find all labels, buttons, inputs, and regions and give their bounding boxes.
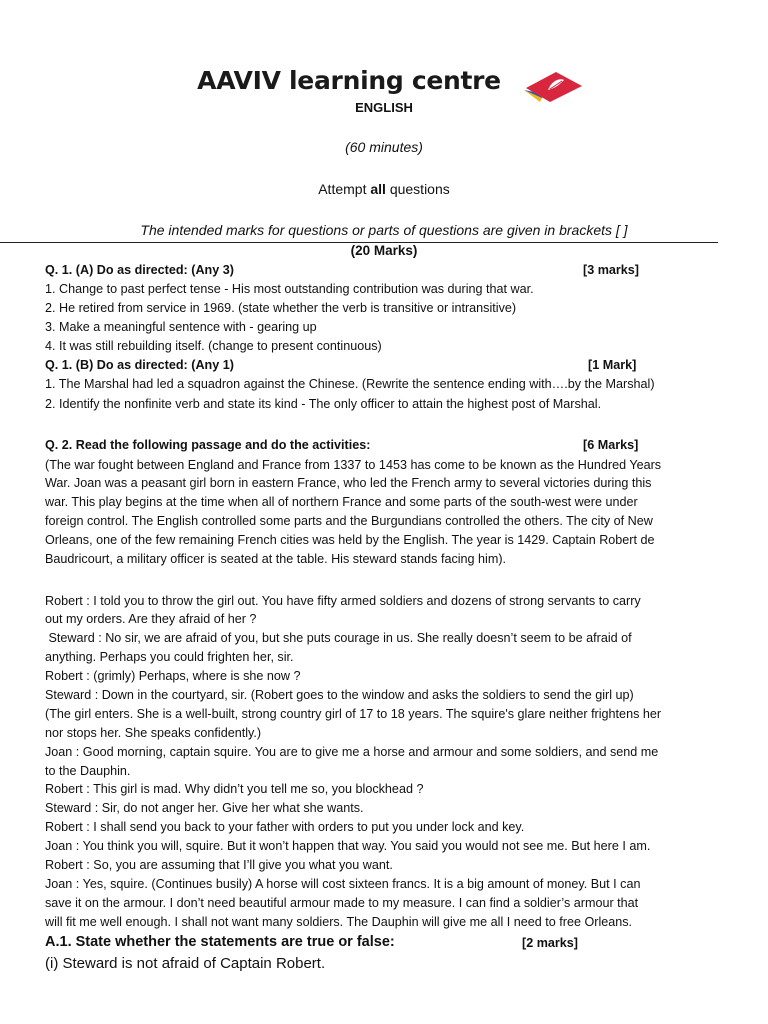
dialogue-line: will fit me well enough. I shall not want many soldiers. The Dauphin will give me all I need to free Orleans. bbox=[45, 915, 633, 929]
dialogue-line: Robert : (grimly) Perhaps, where is she now ? bbox=[45, 669, 301, 683]
q1b-item: 1. The Marshal had led a squadron against the Chinese. (Rewrite the sentence ending with….by the Marshal) bbox=[45, 377, 655, 391]
dialogue-line: Joan : Yes, squire. (Continues busily) A horse will cost sixteen francs. It is a big amount of money. But I can bbox=[45, 877, 641, 891]
passage-line: war. This play begins at the time when all of northern France and some parts of the south-west were under bbox=[45, 495, 638, 509]
passage-line: Baudricourt, a military officer is seated at the table. His steward stands facing him). bbox=[45, 552, 507, 566]
marks-instruction: The intended marks for questions or parts of questions are given in brackets [ ] bbox=[140, 222, 628, 238]
page-title: AAVIV learning centre bbox=[197, 66, 501, 95]
q2-heading: Q. 2. Read the following passage and do the activities: bbox=[45, 438, 371, 452]
dialogue-line: Robert : This girl is mad. Why didn’t you tell me so, you blockhead ? bbox=[45, 782, 424, 796]
duration-label: (60 minutes) bbox=[345, 139, 423, 155]
dialogue-line: Steward : Down in the courtyard, sir. (Robert goes to the window and asks the soldiers to send the girl up) bbox=[45, 688, 634, 702]
attempt-instruction: Attempt all questions bbox=[318, 181, 450, 197]
dialogue-line: (The girl enters. She is a well-built, strong country girl of 17 to 18 years. The squire's glare neither frightens her bbox=[45, 707, 662, 721]
dialogue-line: Robert : I told you to throw the girl out. You have fifty armed soldiers and dozens of strong servants to carry bbox=[45, 594, 641, 608]
dialogue-line: out my orders. Are they afraid of her ? bbox=[45, 612, 257, 626]
q1a-item: 2. He retired from service in 1969. (state whether the verb is transitive or intransitive) bbox=[45, 301, 517, 315]
q1b-marks: [1 Mark] bbox=[588, 358, 637, 372]
dialogue-line: Steward : Sir, do not anger her. Give her what she wants. bbox=[45, 801, 364, 815]
dialogue-line: Joan : You think you will, squire. But it won’t happen that way. You said you would not see me. But here I am. bbox=[45, 839, 651, 853]
q1a-item: 4. It was still rebuilding itself. (change to present continuous) bbox=[45, 339, 382, 353]
passage-line: Orleans, one of the few remaining French cities was held by the English. The year is 1429. Captain Robert de bbox=[45, 533, 655, 547]
q1a-item: 1. Change to past perfect tense - His most outstanding contribution was during that war. bbox=[45, 282, 534, 296]
dialogue-line: Robert : So, you are assuming that I’ll give you what you want. bbox=[45, 858, 393, 872]
q2-marks: [6 Marks] bbox=[583, 438, 639, 452]
dialogue-line: nor stops her. She speaks confidently.) bbox=[45, 726, 262, 740]
passage-line: (The war fought between England and France from 1337 to 1453 has come to be known as the Hundred Years bbox=[45, 458, 662, 472]
subject-label: ENGLISH bbox=[355, 100, 413, 115]
q1b-heading: Q. 1. (B) Do as directed: (Any 1) bbox=[45, 358, 234, 372]
dialogue-line: Steward : No sir, we are afraid of you, but she puts courage in us. She really doesn’t seem to be afraid of bbox=[45, 631, 632, 645]
dialogue-line: Robert : I shall send you back to your father with orders to put you under lock and key. bbox=[45, 820, 525, 834]
q1b-item: 2. Identify the nonfinite verb and state its kind - The only officer to attain the highest post of Marshal. bbox=[45, 397, 602, 411]
passage-line: War. Joan was a peasant girl born in eastern France, who led the French army to several victories during this bbox=[45, 476, 652, 490]
a1-marks: [2 marks] bbox=[522, 936, 579, 950]
total-marks: (20 Marks) bbox=[350, 243, 418, 258]
dialogue-line: anything. Perhaps you could frighten her, sir. bbox=[45, 650, 294, 664]
a1-item: (i) Steward is not afraid of Captain Robert. bbox=[45, 955, 326, 972]
a1-heading: A.1. State whether the statements are true or false: bbox=[45, 934, 395, 950]
q1a-heading: Q. 1. (A) Do as directed: (Any 3) bbox=[45, 263, 234, 277]
q1a-marks: [3 marks] bbox=[583, 263, 640, 277]
q1a-item: 3. Make a meaningful sentence with - gearing up bbox=[45, 320, 317, 334]
dialogue-line: to the Dauphin. bbox=[45, 764, 131, 778]
passage-line: foreign control. The English controlled some parts and the Burgundians controlled the others. The city of New bbox=[45, 514, 653, 528]
dialogue-line: save it on the armour. I don’t need beautiful armour made to my measure. I can find a soldier’s armour that bbox=[45, 896, 639, 910]
dialogue-line: Joan : Good morning, captain squire. You are to give me a horse and armour and some soldiers, and send me bbox=[45, 745, 659, 759]
